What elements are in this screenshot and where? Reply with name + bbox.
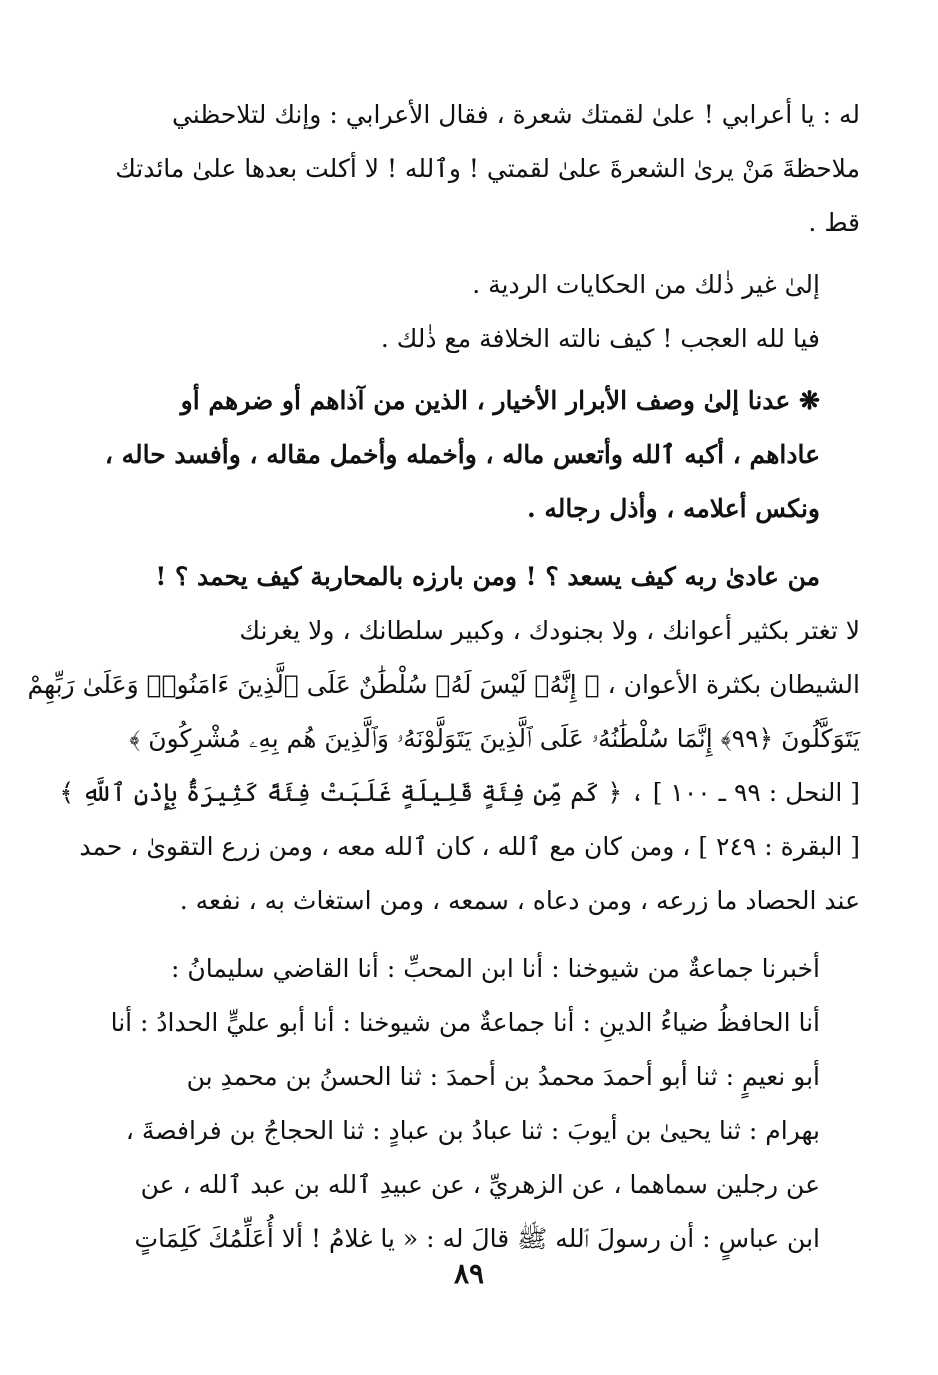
- paragraph-anecdote-end: [108, 88, 860, 250]
- paragraph-exclamation: [108, 312, 860, 366]
- text-line: له : يا أعرابي ! علىٰ لقمتك شعرة ، فقال الأعرابي : وإنك لتلاحظني: [171, 100, 860, 129]
- text-line: إلىٰ غير ذٰلك من الحكايات الردية .: [472, 270, 820, 299]
- paragraph-quran-quotes: [27, 604, 860, 928]
- text-line: ❋ عدنا إلىٰ وصف الأبرار الأخيار ، الذين من آذاهم أو ضرهم أو: [180, 386, 820, 415]
- text-line: ابن عباسٍ : أن رسولَ ٱلله ﷺ قالَ له : « يا غلامُ ! ألا أُعَلِّمُكَ كَلِمَاتٍ: [134, 1224, 820, 1253]
- text-line: أخبرنا جماعةٌ من شيوخنا : أنا ابن المحبِّ : أنا القاضي سليمانُ :: [171, 954, 820, 983]
- text-line: أبو نعيمٍ : ثنا أبو أحمدَ محمدُ بن أحمدَ : ثنا الحسنُ بن محمدِ بن: [186, 1062, 820, 1091]
- text-line: عند الحصاد ما زرعه ، ومن دعاه ، سمعه ، ومن استغاث به ، نفعه .: [179, 886, 860, 915]
- page-number: ٨٩: [453, 1257, 485, 1290]
- text-line: لا تغتر بكثير أعوانك ، ولا بجنودك ، وكبير سلطانك ، ولا يغرنك: [239, 616, 860, 645]
- text-line: يَتَوَكَّلُونَ ﴿٩٩﴾ إِنَّمَا سُلْطَٰنُهُۥ عَلَى ٱلَّذِينَ يَتَوَلَّوْنَهُۥ وَٱلَّذِينَ هُم بِهِۦ مُشْرِكُونَ ﴾: [129, 724, 860, 753]
- paragraph-question: [108, 550, 860, 604]
- paragraph-righteous-section: [104, 374, 860, 536]
- text-line: الشيطان بكثرة الأعوان ، ﴿ إِنَّهُۥ لَيْسَ لَهُۥ سُلْطَٰنٌ عَلَى ٱلَّذِينَ ءَامَنُوا۟ وَعَلَىٰ رَبِّهِمْ: [27, 670, 860, 699]
- text-line: فيا لله العجب ! كيف نالته الخلافة مع ذٰلك .: [380, 324, 820, 353]
- text-line: ملاحظةَ مَنْ يرىٰ الشعرةَ علىٰ لقمتي ! وٱلله ! لا أكلت بعدها علىٰ مائدتك: [115, 154, 860, 183]
- text-line: [ البقرة : ٢٤٩ ] ، ومن كان مع ٱلله ، كان ٱلله معه ، ومن زرع التقوىٰ ، حمد: [79, 832, 860, 861]
- text-line: ونكس أعلامه ، وأذل رجاله .: [526, 494, 820, 523]
- paragraph-other-stories: [108, 258, 860, 312]
- paragraph-hadith-chain: [108, 942, 860, 1266]
- text-line: قط .: [808, 208, 860, 237]
- text-line: عن رجلين سماهما ، عن الزهريِّ ، عن عبيدِ ٱلله بن عبد ٱلله ، عن: [140, 1170, 820, 1199]
- text-line: بهرام : ثنا يحيىٰ بن أيوبَ : ثنا عبادُ بن عبادٍ : ثنا الحجاجُ بن فرافصةَ ،: [125, 1116, 820, 1145]
- text-line: عاداهم ، أكبه ٱلله وأتعس ماله ، وأخمله وأخمل مقاله ، وأفسد حاله ،: [104, 440, 820, 469]
- text-line: من عادىٰ ربه كيف يسعد ؟ ! ومن بارزه بالمحاربة كيف يحمد ؟ !: [155, 562, 820, 591]
- text-line: [ النحل : ٩٩ ـ ١٠٠ ] ، ﴿ كَم مِّن فِئَةٍ قَلِيلَةٍ غَلَبَتْ فِئَةً كَثِيرَةًۢ بِإِذْنِ ٱللَّهِ ﴾: [59, 778, 860, 807]
- text-line: أنا الحافظُ ضياءُ الدينِ : أنا جماعةٌ من شيوخنا : أنا أبو عليٍّ الحدادُ : أنا: [110, 1008, 820, 1037]
